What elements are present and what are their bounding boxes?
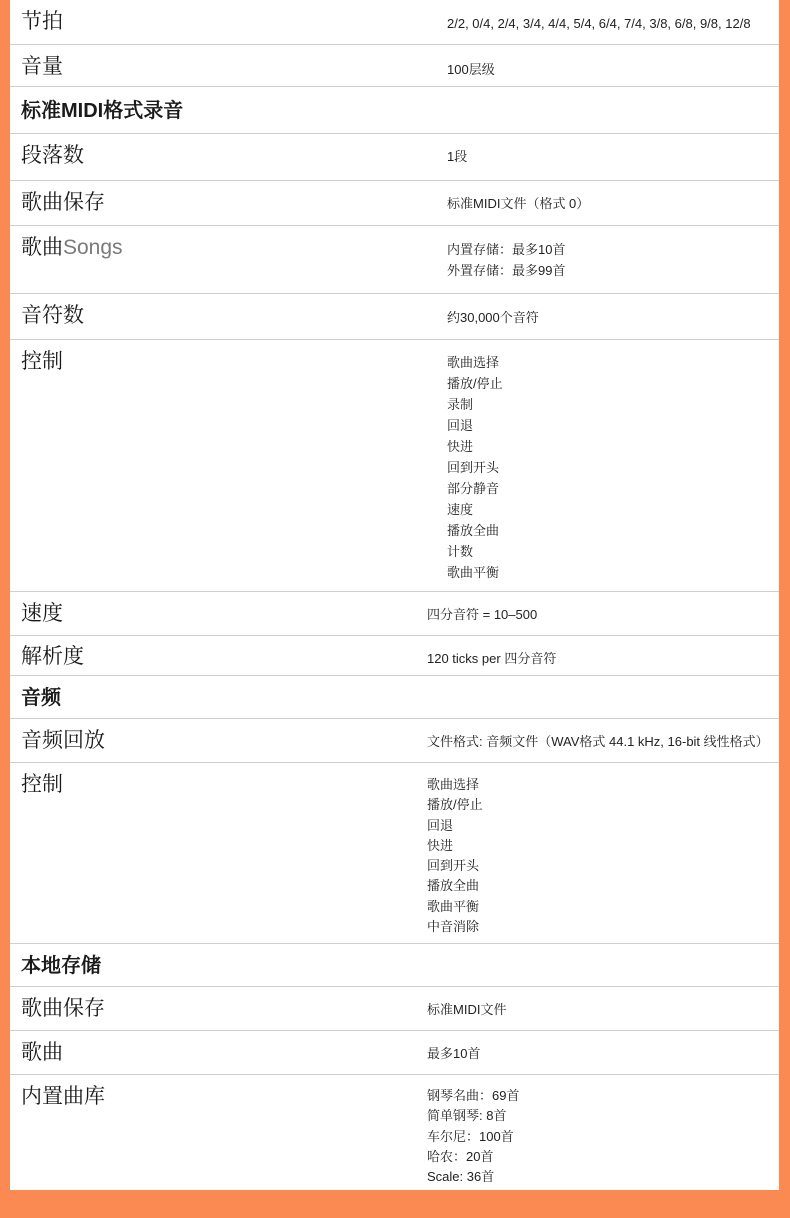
spec-value-line: 车尔尼：100首 — [427, 1128, 514, 1144]
spec-value-line: 简单钢琴: 8首 — [427, 1108, 507, 1124]
spec-value-line: 快进 — [427, 837, 454, 853]
spec-row-resolution — [10, 636, 779, 676]
spec-row-internal-library — [10, 1075, 779, 1190]
spec-value-line: 计数 — [447, 544, 474, 559]
spec-value-line: 回退 — [447, 418, 474, 433]
spec-label: 歌曲 — [21, 1041, 63, 1064]
section-header-local-storage — [10, 944, 779, 987]
spec-value-list — [427, 775, 483, 937]
spec-value-line: 歌曲平衡 — [447, 565, 500, 580]
section-header-audio — [10, 676, 779, 719]
spec-value-line: 播放全曲 — [427, 878, 480, 894]
spec-label: 解析度 — [21, 645, 84, 668]
spec-row-songs — [10, 226, 779, 294]
spec-value: 1段 — [447, 149, 468, 164]
spec-value-line: 钢琴名曲：69首 — [427, 1088, 520, 1103]
spec-label: 内置曲库 — [21, 1085, 105, 1108]
spec-row-tempo — [10, 592, 779, 636]
spec-label: 速度 — [21, 602, 63, 625]
spec-value-line: 录制 — [447, 397, 474, 412]
spec-label-main: 歌曲 — [21, 236, 63, 259]
spec-value-line: 回到开头 — [447, 460, 500, 475]
spec-value-line: 快进 — [447, 439, 474, 454]
spec-value-list — [427, 1086, 519, 1187]
spec-value: 文件格式: 音频文件（WAV格式 44.1 kHz, 16-bit 线性格式） — [427, 734, 769, 749]
spec-row-audio-playback — [10, 719, 779, 763]
spec-value-line: 播放/停止 — [447, 376, 503, 391]
spec-value: 四分音符 = 10–500 — [427, 607, 538, 622]
spec-row-audio-controls — [10, 763, 779, 944]
spec-label: 音符数 — [21, 304, 84, 327]
spec-table — [10, 0, 779, 1190]
spec-label: 控制 — [21, 350, 63, 373]
spec-label: 歌曲保存 — [21, 191, 105, 214]
spec-value-line: 内置存储：最多10首 — [447, 242, 566, 257]
section-title: 本地存储 — [21, 955, 101, 977]
spec-row-local-songs — [10, 1031, 779, 1075]
spec-value: 标准MIDI文件 — [427, 1002, 507, 1017]
spec-value: 标准MIDI文件（格式 0） — [447, 196, 590, 211]
spec-row-local-song-save — [10, 987, 779, 1031]
spec-value-line: 歌曲选择 — [447, 355, 500, 370]
spec-label: 音频回放 — [21, 729, 105, 752]
section-header-midi-recording — [10, 87, 779, 134]
spec-label: 节拍 — [21, 10, 63, 33]
section-title: 标准MIDI格式录音 — [21, 100, 184, 122]
spec-row-song-save — [10, 181, 779, 226]
spec-value: 约30,000个音符 — [447, 310, 539, 325]
spec-value-line: 播放全曲 — [447, 523, 500, 538]
spec-label-suffix: Songs — [63, 236, 123, 259]
spec-row-midi-controls — [10, 340, 779, 592]
spec-value: 最多10首 — [427, 1046, 481, 1061]
spec-value-line: 哈农：20首 — [427, 1148, 494, 1164]
spec-value-line: 回到开头 — [427, 858, 480, 874]
spec-row-time-signature — [10, 0, 779, 45]
spec-label: 段落数 — [21, 144, 84, 167]
spec-value-line: 歌曲平衡 — [427, 898, 480, 914]
spec-value-line: 中音消除 — [427, 919, 480, 935]
spec-label: 歌曲保存 — [21, 997, 105, 1020]
spec-value-list — [447, 239, 565, 281]
spec-value-line: 播放/停止 — [427, 797, 483, 813]
spec-value-line: 速度 — [447, 502, 474, 517]
spec-value-line: Scale: 36首 — [427, 1169, 495, 1185]
spec-value: 2/2, 0/4, 2/4, 3/4, 4/4, 5/4, 6/4, 7/4, 3/8, 6/8, 9/8, 12/8 — [447, 16, 751, 31]
spec-value-line: 外置存储：最多99首 — [447, 263, 566, 278]
spec-label: 控制 — [21, 773, 63, 796]
spec-value-list — [447, 352, 503, 583]
spec-value-line: 回退 — [427, 817, 454, 833]
spec-value-line: 歌曲选择 — [427, 777, 480, 792]
spec-row-notes — [10, 294, 779, 340]
spec-label: 音量 — [21, 55, 63, 78]
spec-row-volume — [10, 45, 779, 87]
spec-value: 100层级 — [447, 62, 495, 77]
spec-row-tracks — [10, 134, 779, 181]
spec-value: 120 ticks per 四分音符 — [427, 651, 557, 666]
spec-label — [21, 237, 123, 258]
spec-value-line: 部分静音 — [447, 481, 500, 496]
section-title: 音频 — [21, 687, 61, 709]
